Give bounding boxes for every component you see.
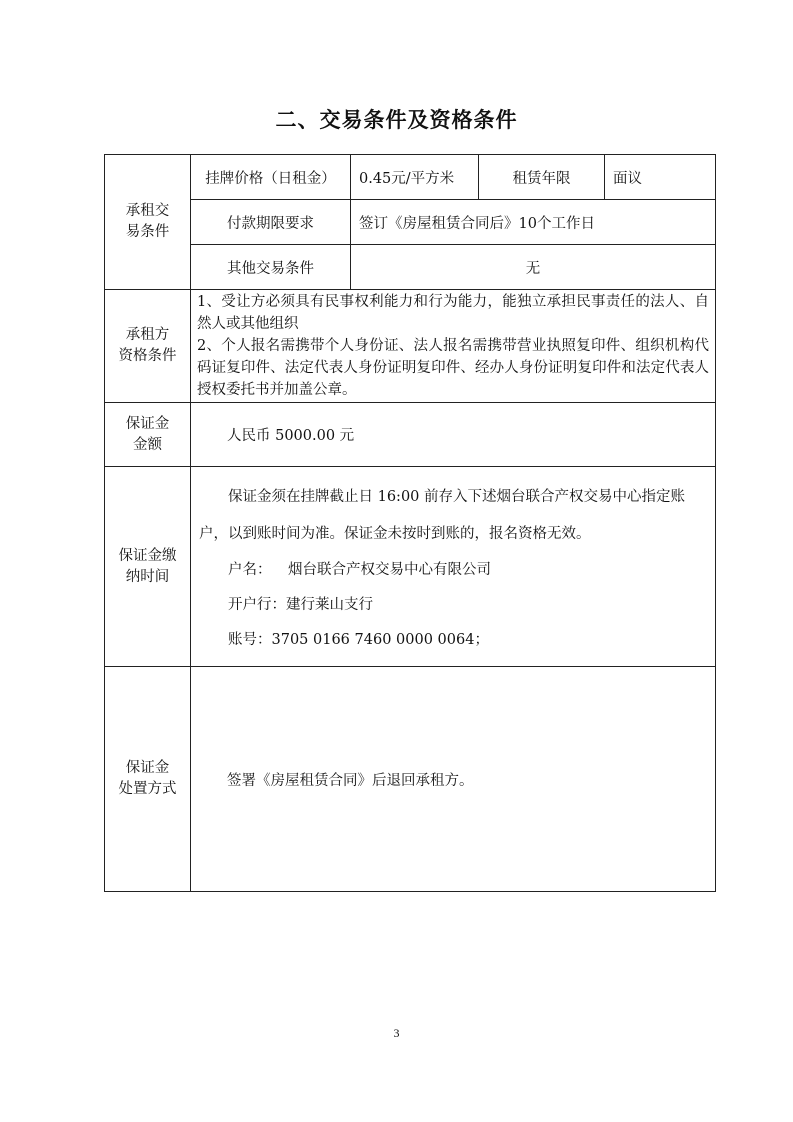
lease-term-label: 租赁年限: [479, 155, 605, 200]
other-terms-value: 无: [351, 245, 716, 290]
qualification-item-2: 2、个人报名需携带个人身份证、法人报名需携带营业执照复印件、组织机构代码证复印件、法定代表人身份证明复印件、经办人身份证明复印件和法定代表人授权委托书并加盖公章。: [197, 338, 709, 398]
deposit-amount-value: 人民币 5000.00 元: [191, 403, 716, 467]
account-name-value: 烟台联合产权交易中心有限公司: [288, 562, 491, 578]
account-number-line: [199, 623, 707, 658]
lease-term-value: 面议: [605, 155, 716, 200]
account-number-label: 账号：: [228, 632, 272, 648]
deposit-payment-details: [191, 467, 716, 667]
account-number-value: 3705 0166 7460 0000 0064；: [271, 632, 489, 648]
table-row: [105, 290, 716, 403]
payment-period-value: 签订《房屋租赁合同后》10个工作日: [351, 200, 716, 245]
table-row: [105, 155, 716, 200]
listing-price-label: 挂牌价格（日租金）: [191, 155, 351, 200]
table-row: [105, 467, 716, 667]
page-number: 3: [393, 1026, 400, 1040]
table-row: [105, 403, 716, 467]
payment-period-label: 付款期限要求: [191, 200, 351, 245]
trade-conditions-table: [104, 154, 716, 892]
bank-value: 建行莱山支行: [286, 597, 373, 613]
other-terms-label: 其他交易条件: [191, 245, 351, 290]
deposit-payment-heading: 保证金缴 纳时间: [105, 467, 191, 667]
qualification-item-1: 1、受让方必须具有民事权利能力和行为能力，能独立承担民事责任的法人、自然人或其他组织: [197, 294, 709, 332]
table-row: [105, 245, 716, 290]
account-name-line: [199, 553, 707, 588]
deposit-amount-heading: 保证金 金额: [105, 403, 191, 467]
deposit-disposal-value: 签署《房屋租赁合同》后退回承租方。: [191, 667, 716, 892]
deposit-disposal-heading: 保证金 处置方式: [105, 667, 191, 892]
qualification-requirements: [191, 290, 716, 403]
account-name-label: 户名：: [228, 562, 272, 578]
bank-line: [199, 588, 707, 623]
bank-label: 开户行：: [228, 597, 286, 613]
qualification-heading: 承租方 资格条件: [105, 290, 191, 403]
deposit-payment-paragraph: 保证金须在挂牌截止日 16:00 前存入下述烟台联合产权交易中心指定账户，以到账时间为准。保证金未按时到账的，报名资格无效。: [199, 489, 686, 542]
page-title: 二、交易条件及资格条件: [275, 108, 518, 132]
trade-terms-heading: 承租交 易条件: [105, 155, 191, 290]
listing-price-value: 0.45元/平方米: [351, 155, 479, 200]
table-row: [105, 667, 716, 892]
table-row: [105, 200, 716, 245]
